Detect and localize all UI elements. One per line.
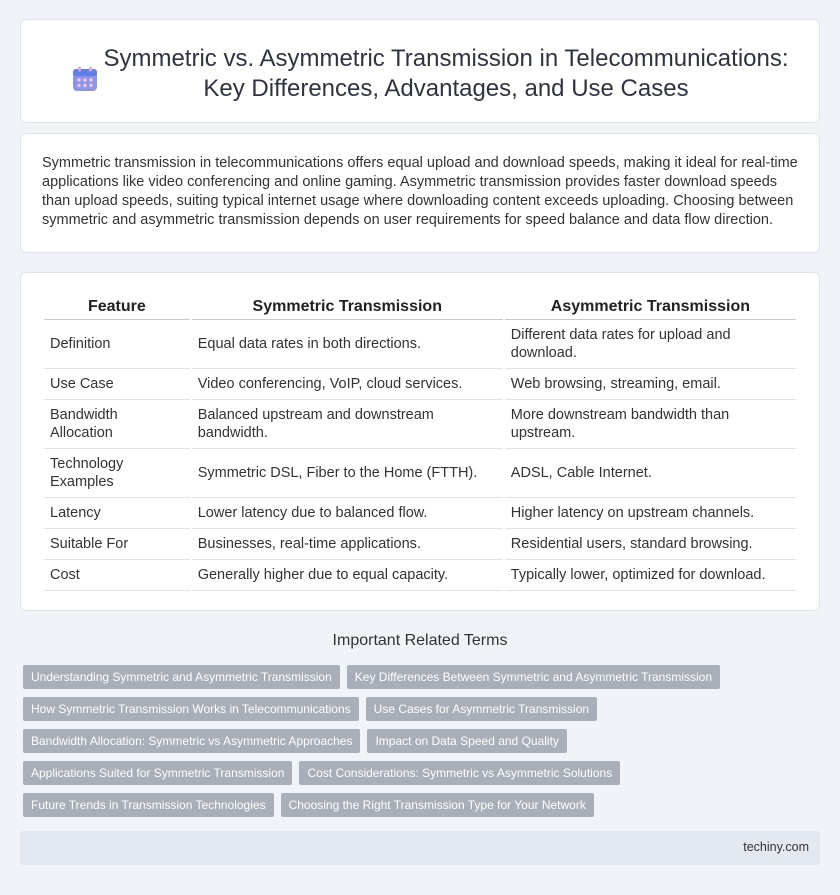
intro-card [20,133,820,253]
related-term-tag[interactable]: Use Cases for Asymmetric Transmission [366,697,597,721]
related-term-tag[interactable]: Bandwidth Allocation: Symmetric vs Asymmetric Approaches [23,729,360,753]
related-term-tag[interactable]: How Symmetric Transmission Works in Telecommunications [23,697,359,721]
table-cell: Web browsing, streaming, email. [505,369,796,400]
intro-text: Symmetric transmission in telecommunications offers equal upload and download speeds, making it ideal for real-time applications like video conferencing and online gaming. Asymmetric transmission provides faster download speeds than upload speeds, suiting typical internet usage where downloading content exceeds uploading. Choosing between symmetric and asymmetric transmission depends on user requirements for speed balance and data flow direction. [42,155,798,228]
related-term-tag[interactable]: Key Differences Between Symmetric and Asymmetric Transmission [347,665,720,689]
table-cell: Lower latency due to balanced flow. [192,498,503,529]
related-term-tag[interactable]: Applications Suited for Symmetric Transmission [23,761,292,785]
table-header-row [44,297,796,320]
table-cell: Different data rates for upload and download. [505,320,796,369]
table-cell: Use Case [44,369,190,400]
table-header-feature: Feature [44,297,190,320]
table-row [44,320,796,369]
table-cell: Typically lower, optimized for download. [505,560,796,591]
table-cell: Generally higher due to equal capacity. [192,560,503,591]
table-row [44,400,796,449]
related-term-tag[interactable]: Cost Considerations: Symmetric vs Asymmetric Solutions [299,761,620,785]
table-header-asymmetric: Asymmetric Transmission [505,297,796,320]
footer [20,831,820,865]
table-cell: Definition [44,320,190,369]
footer-site-link[interactable]: techiny.com [743,840,809,854]
table-row [44,529,796,560]
related-term-tag[interactable]: Future Trends in Transmission Technologies [23,793,274,817]
table-row [44,369,796,400]
table-cell: More downstream bandwidth than upstream. [505,400,796,449]
table-cell: Higher latency on upstream channels. [505,498,796,529]
table-cell: Equal data rates in both directions. [192,320,503,369]
comparison-table-card [20,272,820,611]
table-row [44,560,796,591]
related-term-tag[interactable]: Choosing the Right Transmission Type for Your Network [281,793,594,817]
page-title: Symmetric vs. Asymmetric Transmission in Telecommunications: Key Differences, Advantages, and Use Cases [103,45,789,102]
table-cell: ADSL, Cable Internet. [505,449,796,498]
table-cell: Symmetric DSL, Fiber to the Home (FTTH). [192,449,503,498]
table-cell: Latency [44,498,190,529]
table-cell: Suitable For [44,529,190,560]
table-cell: Businesses, real-time applications. [192,529,503,560]
table-cell: Balanced upstream and downstream bandwidth. [192,400,503,449]
table-row [44,498,796,529]
related-term-tag[interactable]: Impact on Data Speed and Quality [367,729,566,753]
related-term-tag[interactable]: Understanding Symmetric and Asymmetric Transmission [23,665,340,689]
table-cell: Residential users, standard browsing. [505,529,796,560]
table-cell: Video conferencing, VoIP, cloud services. [192,369,503,400]
table-cell: Bandwidth Allocation [44,400,190,449]
table-row [44,449,796,498]
comparison-table [42,297,798,591]
related-terms-title: Important Related Terms [332,632,508,649]
table-cell: Technology Examples [44,449,190,498]
table-cell: Cost [44,560,190,591]
table-header-symmetric: Symmetric Transmission [192,297,503,320]
header-card [20,19,820,123]
related-terms-list [23,665,823,825]
